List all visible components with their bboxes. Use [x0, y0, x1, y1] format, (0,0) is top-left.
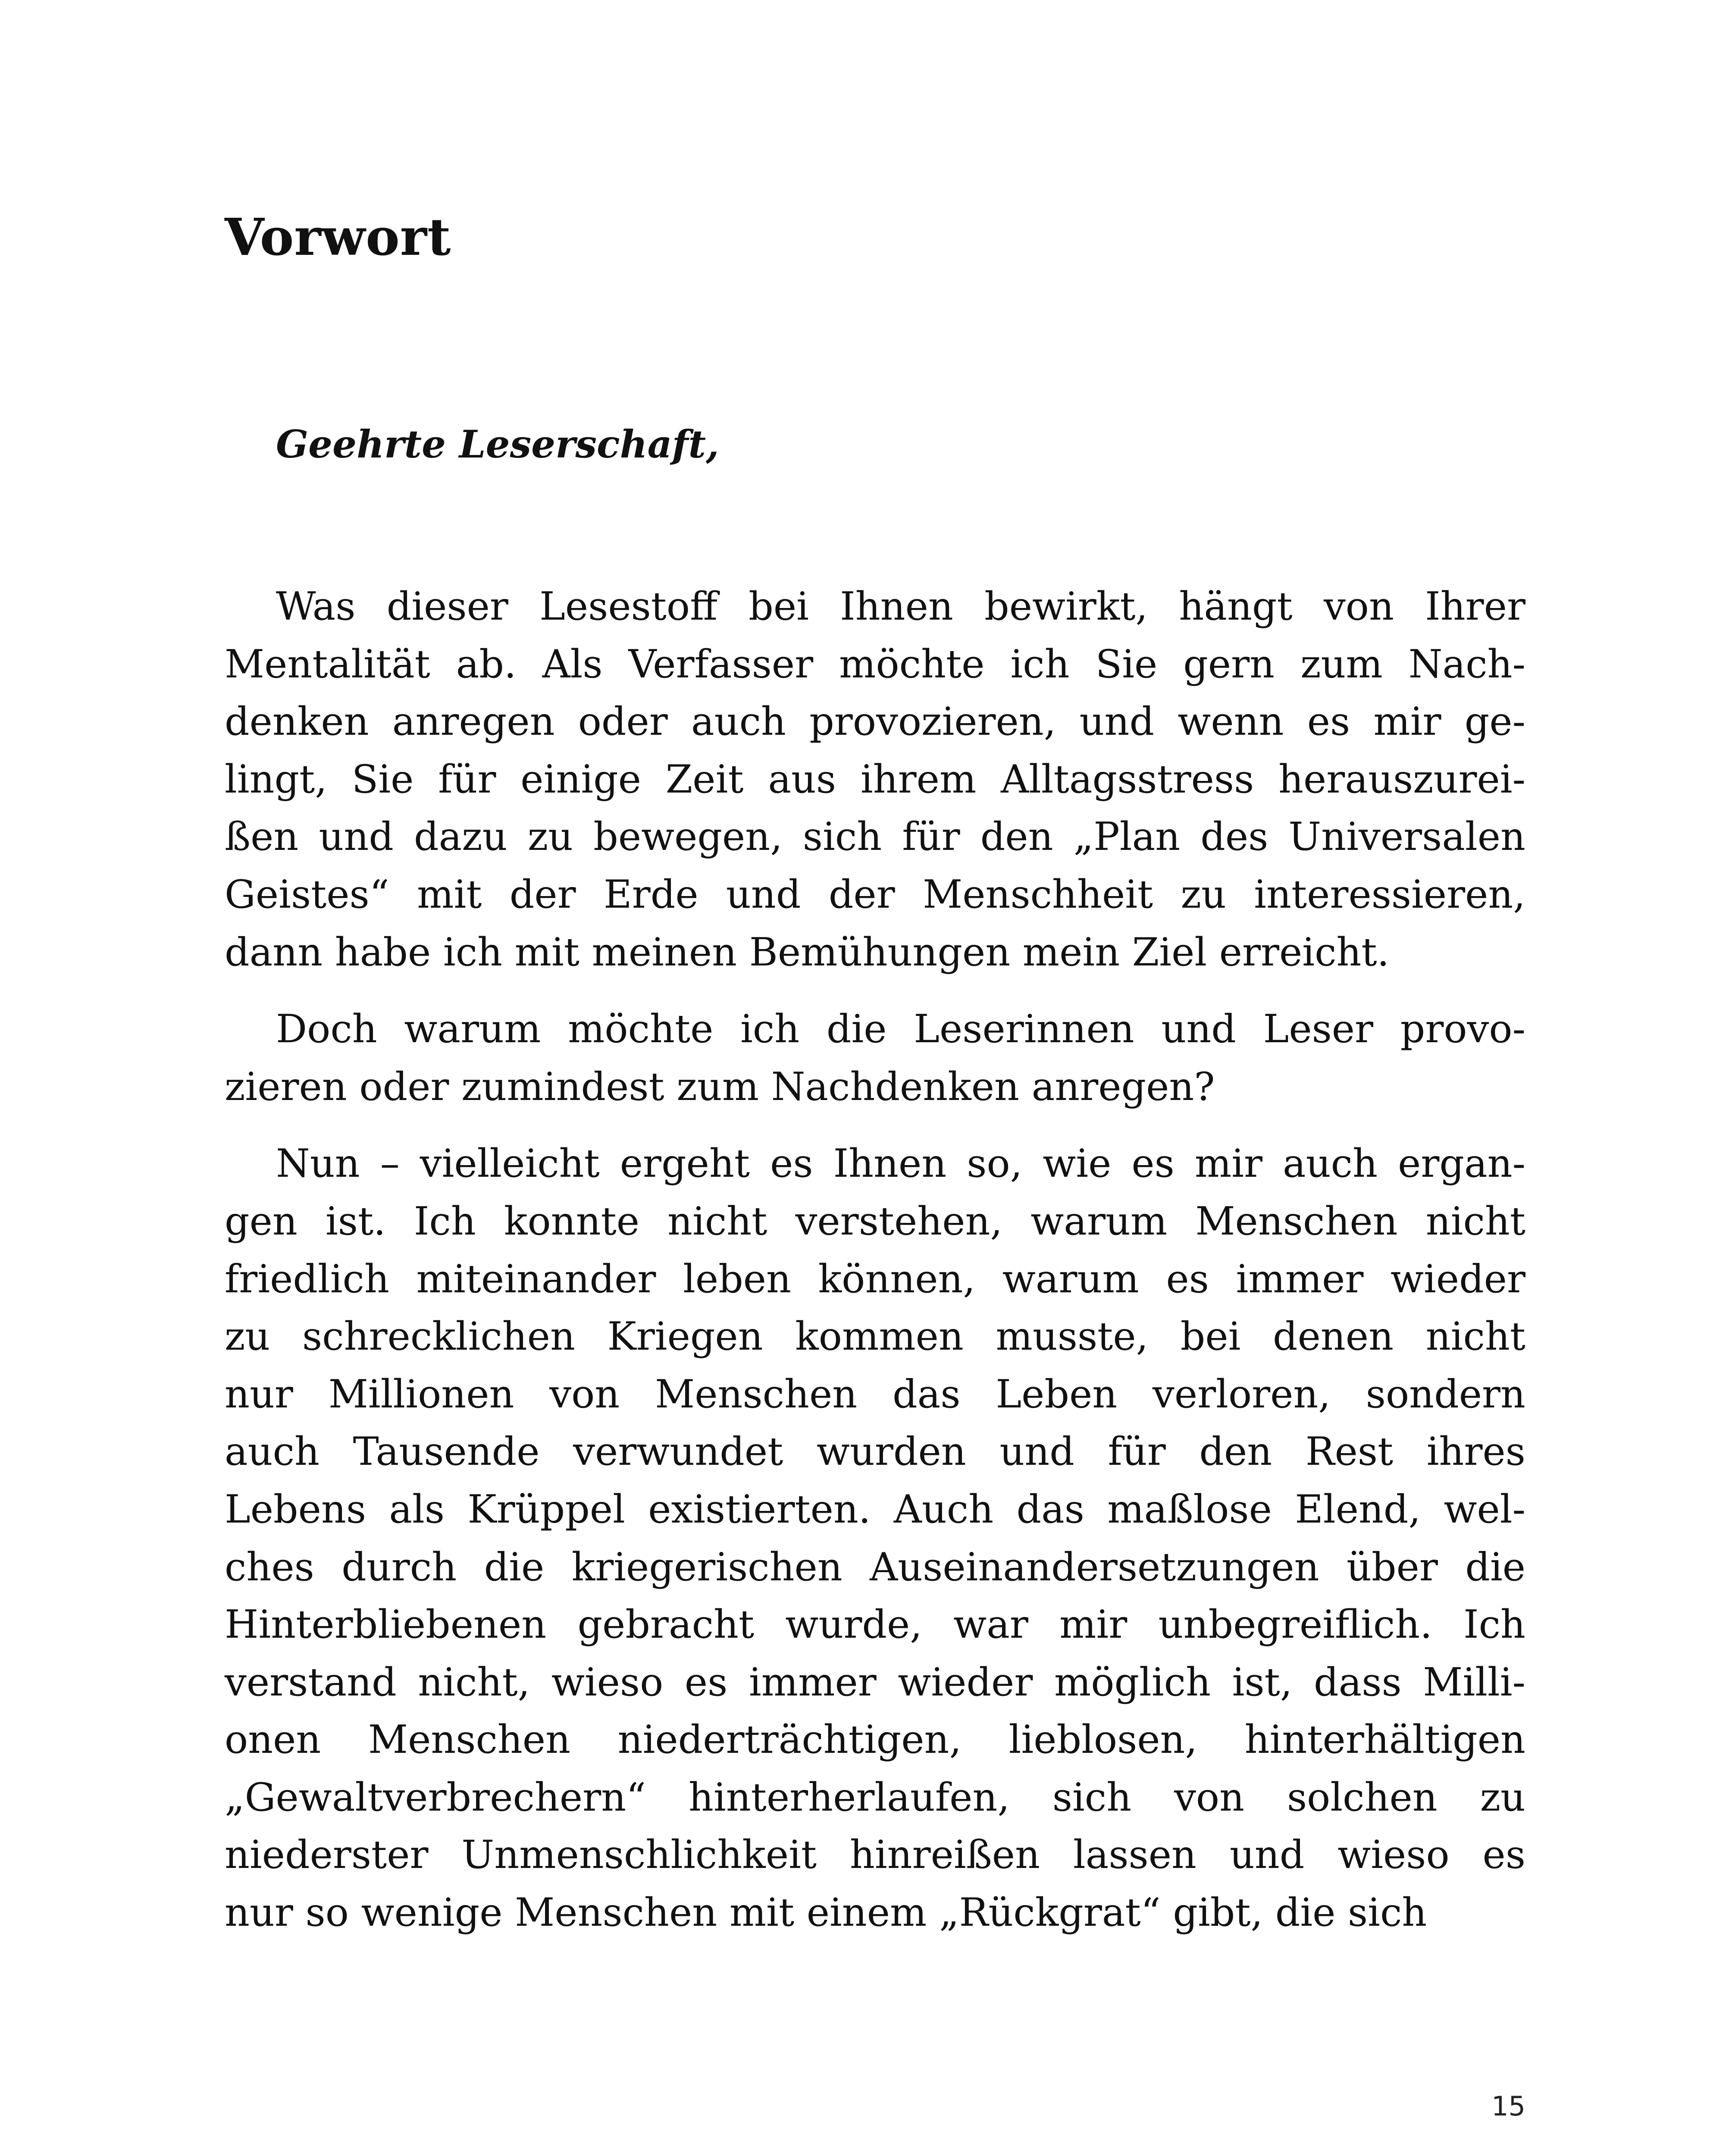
chapter-heading: Vorwort	[225, 207, 451, 267]
paragraph	[225, 1135, 1525, 1941]
text-line: Nun – vielleicht ergeht es Ihnen so, wie es mir auch ergan-	[276, 1141, 1525, 1187]
text-line: friedlich miteinander leben können, warum es immer wieder	[225, 1256, 1525, 1302]
text-line: nur Millionen von Menschen das Leben verloren, sondern	[225, 1371, 1525, 1417]
text-line: Geistes“ mit der Erde und der Menschheit zu interessieren,	[225, 871, 1525, 917]
text-line: denken anregen oder auch provozieren, und wenn es mir ge-	[225, 699, 1525, 745]
body-text	[225, 578, 1525, 1961]
text-line: Lebens als Krüppel existierten. Auch das maßlose Elend, wel-	[225, 1486, 1525, 1532]
text-line: niederster Unmenschlichkeit hinreißen lassen und wieso es	[225, 1832, 1525, 1878]
paragraph	[225, 1000, 1525, 1116]
page-number: 15	[1491, 2090, 1525, 2122]
text-line: verstand nicht, wieso es immer wieder möglich ist, dass Milli-	[225, 1659, 1525, 1705]
text-line: gen ist. Ich konnte nicht verstehen, warum Menschen nicht	[225, 1198, 1525, 1244]
text-line: Was dieser Lesestoff bei Ihnen bewirkt, hängt von Ihrer	[276, 584, 1525, 629]
salutation: Geehrte Leserschaft,	[276, 422, 719, 467]
text-line: „Gewaltverbrechern“ hinterherlaufen, sich von solchen zu	[225, 1774, 1525, 1820]
paragraph	[225, 578, 1525, 981]
text-line: Hinterbliebenen gebracht wurde, war mir unbegreiflich. Ich	[225, 1602, 1525, 1648]
text-line: onen Menschen niederträchtigen, lieblosen, hinterhältigen	[225, 1717, 1525, 1763]
text-line: auch Tausende verwundet wurden und für den Rest ihres	[225, 1429, 1525, 1475]
text-line: Doch warum möchte ich die Leserinnen und Leser provo-	[276, 1006, 1525, 1052]
text-line: zu schrecklichen Kriegen kommen musste, bei denen nicht	[225, 1314, 1525, 1360]
text-line: ßen und dazu zu bewegen, sich für den „Plan des Universalen	[225, 814, 1525, 860]
text-line: nur so wenige Menschen mit einem „Rückgrat“ gibt, die sich	[225, 1890, 1427, 1936]
text-line: ches durch die kriegerischen Auseinandersetzungen über die	[225, 1544, 1525, 1590]
text-line: lingt, Sie für einige Zeit aus ihrem Alltagsstress herauszurei-	[225, 756, 1525, 802]
text-line: Mentalität ab. Als Verfasser möchte ich Sie gern zum Nach-	[225, 641, 1525, 687]
text-line: zieren oder zumindest zum Nachdenken anregen?	[225, 1064, 1215, 1109]
text-line: dann habe ich mit meinen Bemühungen mein Ziel erreicht.	[225, 929, 1390, 975]
